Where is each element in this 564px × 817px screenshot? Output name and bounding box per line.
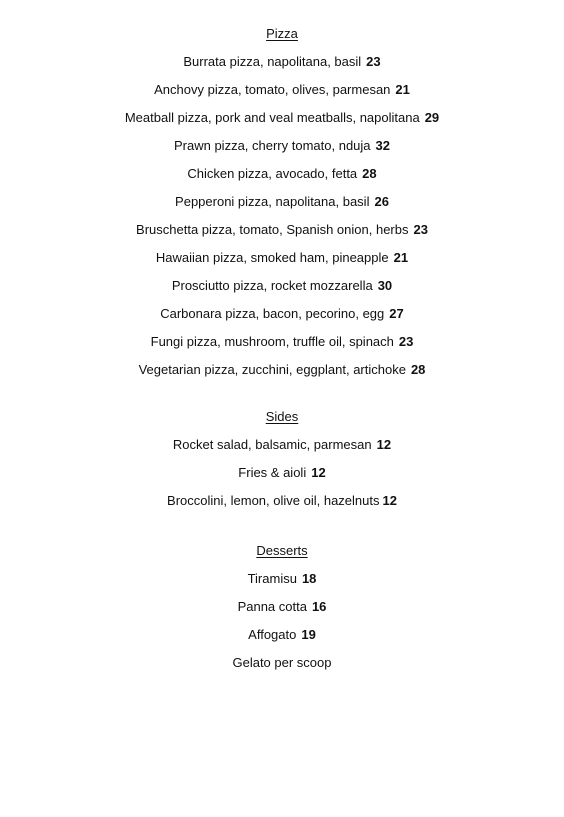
section-title-desserts: Desserts bbox=[256, 543, 308, 558]
menu-item-price: 12 bbox=[376, 437, 392, 452]
menu-item-name: Anchovy pizza, tomato, olives, parmesan bbox=[154, 82, 391, 97]
menu-item-price: 19 bbox=[301, 627, 316, 642]
menu-item-name: Fries & aioli bbox=[238, 465, 307, 480]
menu-item bbox=[0, 599, 564, 615]
section-title-pizza: Pizza bbox=[266, 26, 298, 41]
menu-item-price: 32 bbox=[375, 138, 390, 153]
sides-section bbox=[0, 409, 564, 509]
menu-item bbox=[0, 278, 564, 294]
menu-item bbox=[0, 82, 564, 98]
menu-item-name: Broccolini, lemon, olive oil, hazelnuts bbox=[167, 493, 380, 508]
menu-item-name: Meatball pizza, pork and veal meatballs, napolitana bbox=[124, 110, 420, 125]
menu-item-name: Bruschetta pizza, tomato, Spanish onion, herbs bbox=[136, 222, 409, 237]
menu-item-price: 27 bbox=[389, 306, 404, 321]
menu-item-name: Affogato bbox=[248, 627, 297, 642]
menu-item bbox=[0, 306, 564, 322]
menu-item-name: Vegetarian pizza, zucchini, eggplant, artichoke bbox=[138, 362, 406, 377]
menu-item-price: 28 bbox=[410, 362, 426, 377]
menu-item-price: 16 bbox=[311, 599, 327, 614]
desserts-section bbox=[0, 543, 564, 671]
section-title-sides: Sides bbox=[265, 409, 299, 424]
menu-item-price: 28 bbox=[362, 166, 377, 181]
menu-item-name: Carbonara pizza, bacon, pecorino, egg bbox=[160, 306, 385, 321]
menu-item-name: Prosciutto pizza, rocket mozzarella bbox=[171, 278, 373, 293]
menu-item bbox=[0, 138, 564, 154]
menu-item-price: 12 bbox=[311, 465, 326, 480]
menu-item-name: Panna cotta bbox=[237, 599, 307, 614]
menu-item bbox=[0, 465, 564, 481]
menu-item bbox=[0, 655, 564, 671]
menu-item-name: Gelato per scoop bbox=[232, 655, 332, 670]
menu-item bbox=[0, 493, 564, 509]
menu-item-price: 18 bbox=[301, 571, 317, 586]
menu-item-name: Chicken pizza, avocado, fetta bbox=[187, 166, 358, 181]
menu-item bbox=[0, 571, 564, 587]
menu-item bbox=[0, 437, 564, 453]
menu-item-price: 30 bbox=[377, 278, 393, 293]
menu-item-price: 26 bbox=[374, 194, 389, 209]
menu-item-name: Burrata pizza, napolitana, basil bbox=[183, 54, 362, 69]
menu-item-name: Rocket salad, balsamic, parmesan bbox=[172, 437, 372, 452]
menu-item-price: 29 bbox=[424, 110, 440, 125]
menu-item-price: 23 bbox=[398, 334, 414, 349]
menu-item-price: 21 bbox=[393, 250, 409, 265]
menu-item bbox=[0, 362, 564, 378]
menu-item bbox=[0, 250, 564, 266]
menu-item bbox=[0, 627, 564, 643]
menu-item-name: Tiramisu bbox=[247, 571, 297, 586]
menu-item-price: 12 bbox=[382, 493, 397, 508]
menu-item bbox=[0, 166, 564, 182]
menu-item-price: 23 bbox=[366, 54, 381, 69]
menu-item bbox=[0, 222, 564, 238]
menu-item bbox=[0, 54, 564, 70]
pizza-section bbox=[0, 26, 564, 378]
menu-item bbox=[0, 194, 564, 210]
menu-item bbox=[0, 110, 564, 126]
menu-item-name: Fungi pizza, mushroom, truffle oil, spinach bbox=[150, 334, 394, 349]
menu-item-price: 21 bbox=[395, 82, 410, 97]
menu-item-name: Hawaiian pizza, smoked ham, pineapple bbox=[155, 250, 389, 265]
menu-item-name: Prawn pizza, cherry tomato, nduja bbox=[173, 138, 371, 153]
menu-item-price: 23 bbox=[413, 222, 428, 237]
menu-item-name: Pepperoni pizza, napolitana, basil bbox=[175, 194, 370, 209]
menu-item bbox=[0, 334, 564, 350]
